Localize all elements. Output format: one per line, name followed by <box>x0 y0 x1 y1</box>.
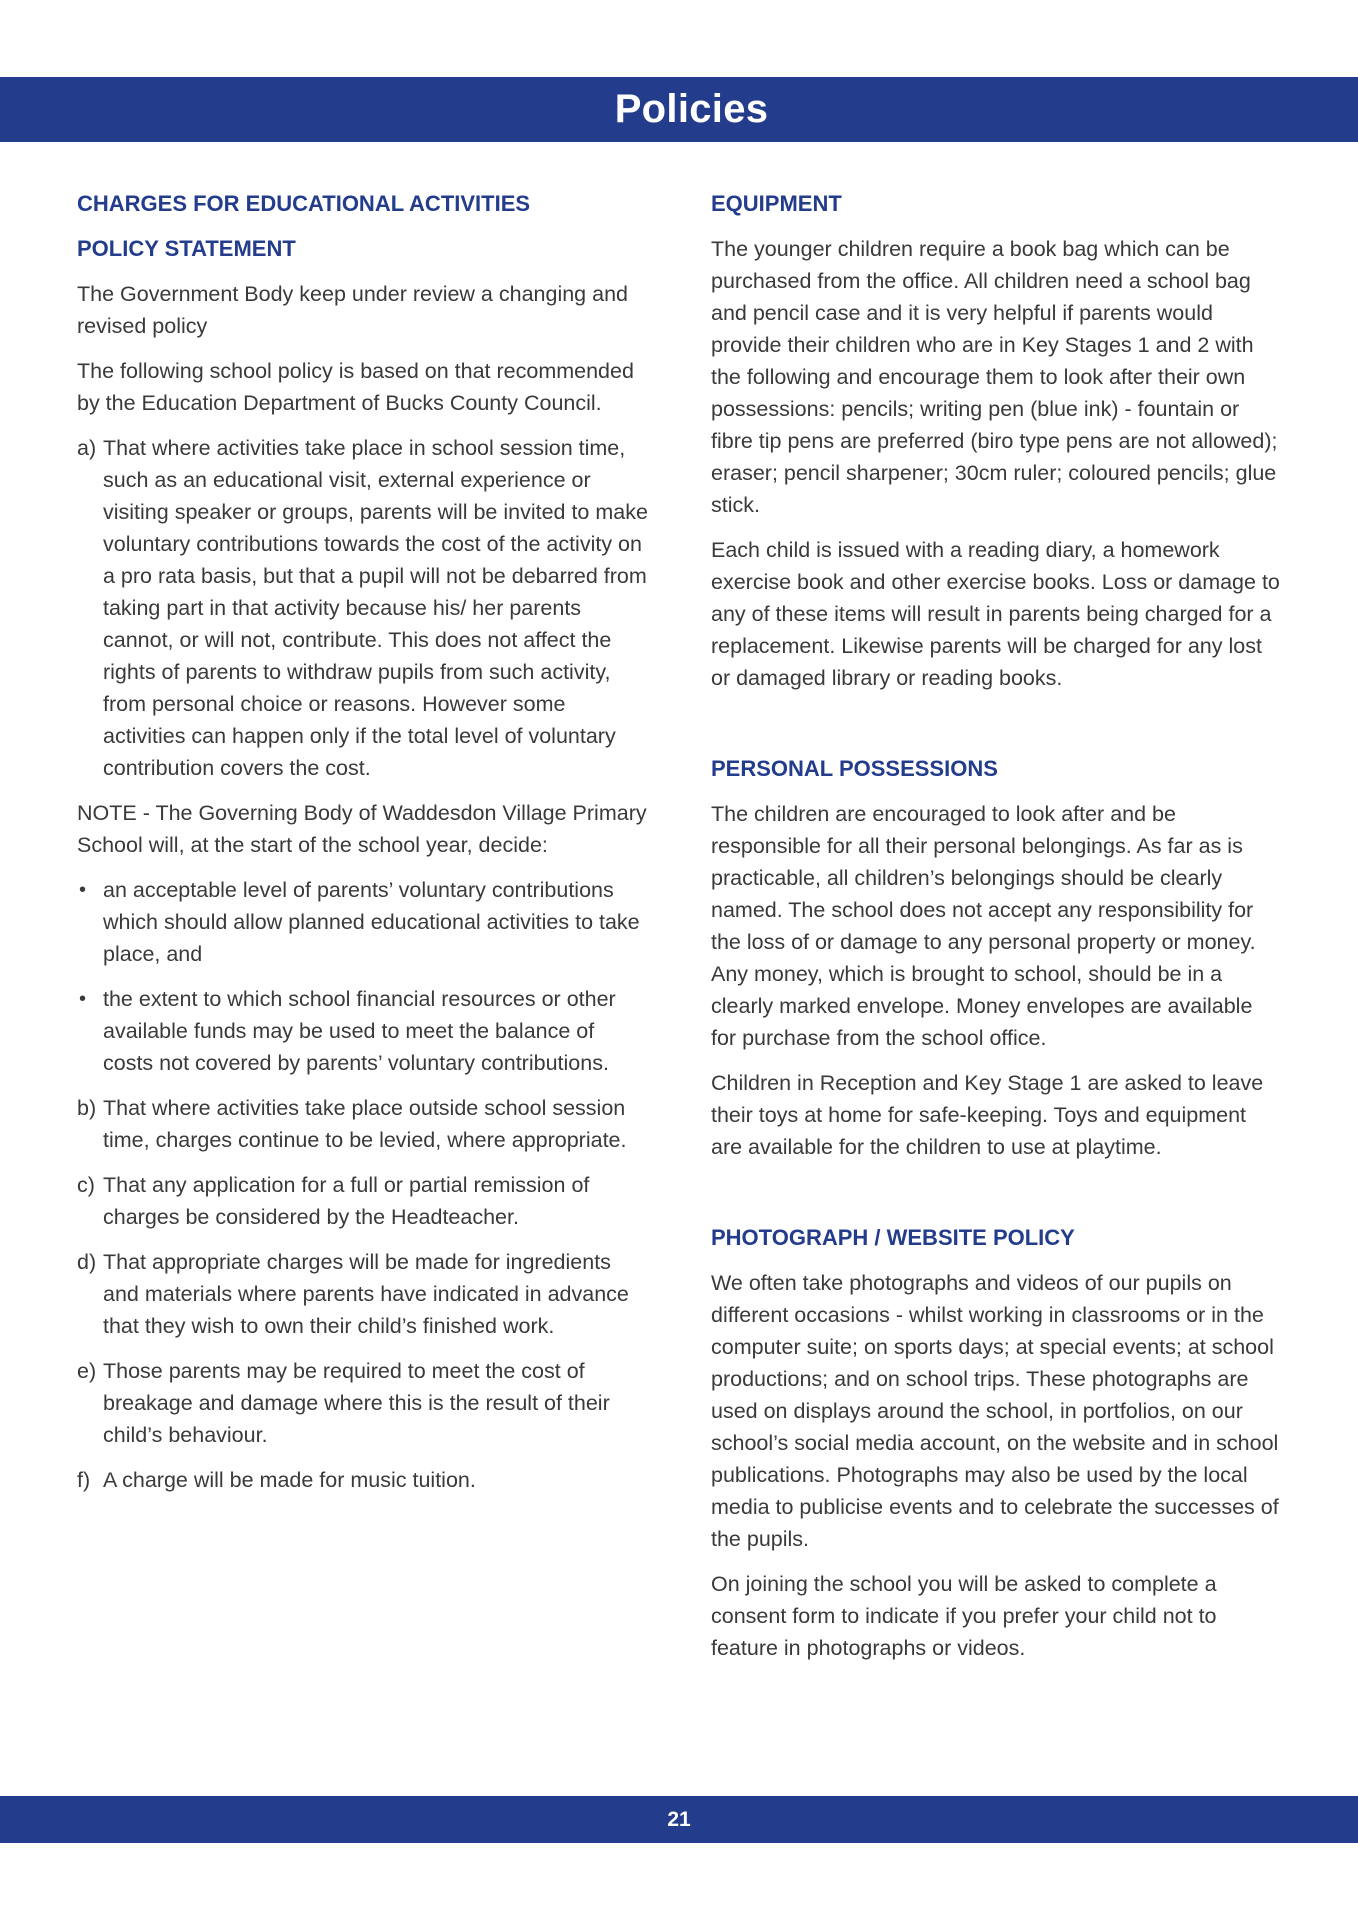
section-heading-photo: PHOTOGRAPH / WEBSITE POLICY <box>711 1225 1075 1250</box>
list-marker: d) <box>77 1250 97 1274</box>
paragraph: The following school policy is based on that recommended by the Education Department of Bucks County Council. <box>77 359 634 415</box>
list-marker: c) <box>77 1173 95 1197</box>
left-column <box>77 188 649 1509</box>
list-item-text: A charge will be made for music tuition. <box>103 1468 476 1492</box>
spacer <box>711 707 1283 753</box>
footer-band <box>0 1796 1358 1843</box>
page-title: Policies <box>614 87 769 131</box>
bullet-icon: • <box>79 879 87 901</box>
subheading-policy-statement: POLICY STATEMENT <box>77 236 296 261</box>
paragraph: We often take photographs and videos of our pupils on different occasions - whilst working in classrooms or in the computer suite; on sports days; at special events; at school productions; and on school trips. These photographs are used on displays around the school, in portfolios, on our school’s social media account, on the website and in school publications. Photographs may also be used by the local media to publicise events and to celebrate the successes of the pupils. <box>711 1271 1279 1551</box>
header-band <box>0 77 1358 142</box>
list-item-text: the extent to which school financial resources or other available funds may be used to meet the balance of costs not covered by parents’ voluntary contributions. <box>103 987 616 1075</box>
list-marker: a) <box>77 436 97 460</box>
section-heading-possessions: PERSONAL POSSESSIONS <box>711 756 998 781</box>
list-item-c <box>77 1169 649 1233</box>
bullet-item <box>77 983 649 1079</box>
note-paragraph: NOTE - The Governing Body of Waddesdon Village Primary School will, at the start of the school year, decide: <box>77 801 647 857</box>
right-column <box>711 188 1283 1677</box>
list-item-e <box>77 1355 649 1451</box>
paragraph: The Government Body keep under review a changing and revised policy <box>77 282 628 338</box>
paragraph: The children are encouraged to look after and be responsible for all their personal belongings. As far as is practicable, all children’s belongings should be clearly named. The school does not accept any responsibility for the loss of or damage to any personal property or money. Any money, which is brought to school, should be in a clearly marked envelope. Money envelopes are available for purchase from the school office. <box>711 802 1256 1050</box>
list-item-text: Those parents may be required to meet the cost of breakage and damage where this is the result of their child’s behaviour. <box>103 1359 610 1447</box>
list-item-a <box>77 432 649 784</box>
paragraph: The younger children require a book bag which can be purchased from the office. All children need a school bag and pencil case and it is very helpful if parents would provide their children who are in Key Stages 1 and 2 with the following and encourage them to look after their own possessions: pencils; writing pen (blue ink) - fountain or fibre tip pens are preferred (biro type pens are not allowed); eraser; pencil sharpener; 30cm ruler; coloured pencils; glue stick. <box>711 237 1278 517</box>
list-marker: e) <box>77 1359 97 1383</box>
paragraph: Each child is issued with a reading diary, a homework exercise book and other exercise books. Loss or damage to any of these items will result in parents being charged for a replacement. Likewise parents will be charged for any lost or damaged library or reading books. <box>711 538 1280 690</box>
list-item-text: an acceptable level of parents’ voluntary contributions which should allow planned educational activities to take place, and <box>103 878 640 966</box>
list-marker: f) <box>77 1468 91 1492</box>
page-number: 21 <box>667 1807 691 1831</box>
list-item-text: That where activities take place in school session time, such as an educational visit, external experience or visiting speaker or groups, parents will be invited to make voluntary contributions towards the cost of the activity on a pro rata basis, but that a pupil will not be debarred from taking part in that activity because his/ her parents cannot, or will not, contribute. This does not affect the rights of parents to withdraw pupils from such activity, from personal choice or reasons. However some activities can happen only if the total level of voluntary contribution covers the cost. <box>103 436 648 780</box>
section-heading-charges: CHARGES FOR EDUCATIONAL ACTIVITIES <box>77 191 531 216</box>
section-heading-equipment: EQUIPMENT <box>711 191 842 216</box>
spacer <box>711 1176 1283 1222</box>
paragraph: Children in Reception and Key Stage 1 are asked to leave their toys at home for safe-keeping. Toys and equipment are available for the children to use at playtime. <box>711 1071 1264 1159</box>
list-item-text: That any application for a full or partial remission of charges be considered by the Headteacher. <box>103 1173 590 1229</box>
list-item-text: That appropriate charges will be made for ingredients and materials where parents have indicated in advance that they wish to own their child’s finished work. <box>103 1250 629 1338</box>
list-item-text: That where activities take place outside school session time, charges continue to be levied, where appropriate. <box>103 1096 627 1152</box>
list-item-b <box>77 1092 649 1156</box>
list-item-f <box>77 1464 649 1496</box>
bullet-item <box>77 874 649 970</box>
bullet-icon: • <box>79 988 87 1010</box>
list-marker: b) <box>77 1096 97 1120</box>
paragraph: On joining the school you will be asked to complete a consent form to indicate if you prefer your child not to feature in photographs or videos. <box>711 1572 1217 1660</box>
list-item-d <box>77 1246 649 1342</box>
